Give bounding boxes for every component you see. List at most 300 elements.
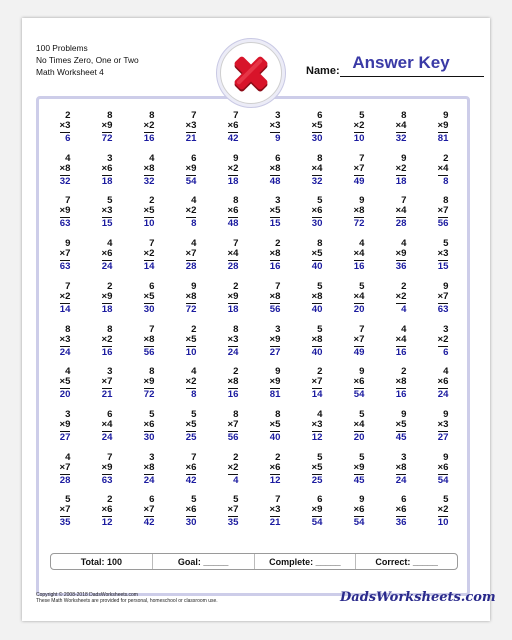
multiplicand: 7 [233, 238, 239, 250]
answer: 32 [311, 175, 323, 187]
multiplier: ×9 [59, 205, 71, 217]
multiplicand: 5 [65, 494, 71, 506]
problem-72 [86, 410, 128, 453]
problem-body [186, 453, 197, 486]
problem-18 [338, 154, 380, 197]
multiplier: ×3 [311, 418, 323, 430]
problem-87 [296, 453, 338, 496]
answer: 45 [395, 431, 407, 443]
multiplier: ×7 [227, 504, 239, 516]
answer: 36 [395, 517, 407, 529]
answer: 10 [185, 346, 197, 358]
multiplier: ×3 [227, 333, 239, 345]
multiplicand: 7 [359, 323, 365, 335]
problem-98 [338, 495, 380, 538]
multiplicand: 2 [233, 280, 239, 292]
answer: 54 [353, 389, 365, 401]
multiplier: ×4 [311, 162, 323, 174]
multiplier: ×8 [59, 162, 71, 174]
multiplicand: 2 [401, 366, 407, 378]
answer: 14 [311, 389, 323, 401]
problem-body [438, 367, 449, 400]
answer: 14 [143, 261, 155, 273]
multiplier: ×8 [269, 162, 281, 174]
brand-logo-text: DadsWorksheets.com [340, 590, 496, 605]
problem-69 [380, 367, 422, 410]
multiplicand: 6 [149, 494, 155, 506]
multiplier: ×9 [353, 461, 365, 473]
answer: 72 [101, 133, 113, 144]
problem-9 [380, 111, 422, 154]
problem-body [228, 239, 239, 272]
problem-93 [128, 495, 170, 538]
multiplier: ×8 [395, 376, 407, 388]
logo-badge [220, 42, 282, 104]
problem-90 [422, 453, 464, 496]
multiplier: ×6 [311, 205, 323, 217]
answer: 28 [185, 261, 197, 273]
answer: 32 [395, 133, 407, 144]
multiplier: ×8 [143, 461, 155, 473]
answer: 63 [437, 303, 449, 315]
problem-67 [296, 367, 338, 410]
problem-body [144, 325, 155, 358]
problem-36 [254, 239, 296, 282]
multiplier: ×5 [143, 205, 155, 217]
problem-body [102, 154, 113, 187]
problem-32 [86, 239, 128, 282]
problem-body [396, 282, 407, 315]
multiplier: ×2 [227, 162, 239, 174]
multiplicand: 5 [317, 451, 323, 463]
problem-body [312, 282, 323, 315]
problem-body [354, 325, 365, 358]
multiplier: ×5 [269, 418, 281, 430]
multiplier: ×6 [185, 504, 197, 516]
correct-cell: Correct: _____ [375, 556, 438, 567]
multiplicand: 7 [65, 280, 71, 292]
multiplicand: 4 [107, 238, 113, 250]
multiplier: ×7 [227, 418, 239, 430]
answer: 18 [101, 175, 113, 187]
problem-body [228, 325, 239, 358]
multiplicand: 3 [401, 451, 407, 463]
multiplicand: 4 [443, 366, 449, 378]
multiplicand: 2 [233, 366, 239, 378]
multiplier: ×5 [59, 376, 71, 388]
problem-body [102, 111, 113, 144]
answer: 30 [185, 517, 197, 529]
multiplier: ×9 [143, 376, 155, 388]
answer: 27 [437, 431, 449, 443]
problem-100 [422, 495, 464, 538]
multiplier: ×2 [437, 333, 449, 345]
multiplicand: 5 [149, 408, 155, 420]
answer: 42 [227, 133, 239, 144]
multiplicand: 3 [275, 110, 281, 121]
multiplicand: 7 [275, 280, 281, 292]
problem-body [186, 495, 197, 528]
problem-body [354, 367, 365, 400]
problem-body [144, 367, 155, 400]
answer: 15 [101, 218, 113, 230]
multiplier: ×9 [311, 504, 323, 516]
multiplicand: 9 [443, 408, 449, 420]
problem-body [60, 154, 71, 187]
multiplicand: 8 [149, 110, 155, 121]
multiplicand: 6 [149, 280, 155, 292]
answer: 40 [311, 346, 323, 358]
problem-body [144, 282, 155, 315]
multiplier: ×2 [227, 461, 239, 473]
problem-body [270, 410, 281, 443]
problem-99 [380, 495, 422, 538]
problem-53 [128, 325, 170, 368]
multiplier: ×4 [395, 205, 407, 217]
answer: 18 [227, 303, 239, 315]
problem-body [102, 453, 113, 486]
problem-21 [44, 196, 86, 239]
problem-27 [296, 196, 338, 239]
problem-82 [86, 453, 128, 496]
multiplier: ×2 [185, 376, 197, 388]
answer: 32 [59, 175, 71, 187]
multiplier: ×9 [101, 461, 113, 473]
multiplicand: 4 [401, 238, 407, 250]
answer: 24 [395, 474, 407, 486]
multiplicand: 8 [107, 323, 113, 335]
problem-body [270, 111, 281, 144]
problem-65 [212, 367, 254, 410]
problem-30 [422, 196, 464, 239]
multiplier: ×2 [353, 120, 365, 131]
problem-64 [170, 367, 212, 410]
multiplicand: 9 [359, 366, 365, 378]
answer: 10 [143, 218, 155, 230]
multiplier: ×3 [437, 248, 449, 260]
problem-body [312, 453, 323, 486]
answer: 20 [353, 303, 365, 315]
copyright-notice [36, 592, 218, 604]
multiplier: ×8 [311, 333, 323, 345]
multiplicand: 5 [233, 494, 239, 506]
multiplier: ×9 [227, 290, 239, 302]
answer: 35 [227, 517, 239, 529]
problem-body [60, 410, 71, 443]
multiplicand: 5 [317, 323, 323, 335]
problem-76 [254, 410, 296, 453]
problem-39 [380, 239, 422, 282]
worksheet-page [22, 18, 496, 621]
multiplicand: 9 [65, 238, 71, 250]
multiplier: ×7 [101, 376, 113, 388]
answer: 10 [353, 133, 365, 144]
multiplicand: 7 [359, 152, 365, 164]
multiplicand: 5 [191, 494, 197, 506]
multiplier: ×4 [353, 418, 365, 430]
multiplicand: 6 [401, 494, 407, 506]
multiplier: ×7 [353, 333, 365, 345]
multiplier: ×8 [227, 376, 239, 388]
multiplier: ×6 [395, 504, 407, 516]
header-line-3: Math Worksheet 4 [36, 67, 104, 77]
problem-body [144, 154, 155, 187]
problem-body [144, 239, 155, 272]
problem-31 [44, 239, 86, 282]
problem-15 [212, 154, 254, 197]
multiplicand: 6 [191, 152, 197, 164]
problem-body [270, 367, 281, 400]
problem-63 [128, 367, 170, 410]
answer: 16 [269, 261, 281, 273]
problem-68 [338, 367, 380, 410]
multiplier: ×6 [269, 461, 281, 473]
answer: 35 [59, 517, 71, 529]
answer: 24 [101, 261, 113, 273]
answer: 25 [185, 431, 197, 443]
multiplicand: 5 [317, 280, 323, 292]
problem-26 [254, 196, 296, 239]
problem-body [396, 453, 407, 486]
problem-22 [86, 196, 128, 239]
answer: 63 [59, 261, 71, 273]
multiplicand: 9 [233, 152, 239, 164]
problem-body [438, 325, 449, 358]
answer: 36 [395, 261, 407, 273]
multiplicand: 3 [107, 366, 113, 378]
multiplier: ×7 [185, 248, 197, 260]
problem-body [438, 239, 449, 272]
problem-body [438, 410, 449, 443]
multiplier: ×7 [143, 504, 155, 516]
multiplicand: 5 [359, 280, 365, 292]
multiplier: ×6 [101, 248, 113, 260]
problem-89 [380, 453, 422, 496]
answer: 30 [311, 133, 323, 144]
multiplicand: 7 [191, 110, 197, 121]
answer: 45 [353, 474, 365, 486]
multiplicand: 4 [65, 451, 71, 463]
problem-body [60, 453, 71, 486]
multiplicand: 4 [191, 195, 197, 207]
header-line-1: 100 Problems [36, 43, 88, 53]
multiplicand: 4 [317, 408, 323, 420]
problem-37 [296, 239, 338, 282]
problem-body [186, 239, 197, 272]
multiplier: ×9 [269, 333, 281, 345]
problem-85 [212, 453, 254, 496]
problem-body [396, 325, 407, 358]
multiplicand: 2 [149, 195, 155, 207]
answer: 42 [185, 474, 197, 486]
multiplicand: 7 [107, 451, 113, 463]
problem-1 [44, 111, 86, 154]
answer: 21 [269, 517, 281, 529]
answer: 54 [437, 474, 449, 486]
multiplier: ×2 [143, 248, 155, 260]
copyright-line-2: These Math Worksheets are provided for personal, homeschool or classroom use. [36, 598, 218, 604]
problem-body [186, 325, 197, 358]
problem-body [438, 495, 449, 528]
multiplier: ×5 [185, 418, 197, 430]
multiplicand: 9 [359, 494, 365, 506]
multiplier: ×8 [269, 290, 281, 302]
problem-96 [254, 495, 296, 538]
problem-body [144, 111, 155, 144]
multiplier: ×3 [101, 205, 113, 217]
multiplier: ×5 [143, 290, 155, 302]
multiplicand: 7 [275, 494, 281, 506]
multiplicand: 5 [317, 195, 323, 207]
problem-33 [128, 239, 170, 282]
problem-13 [128, 154, 170, 197]
multiplier: ×2 [437, 504, 449, 516]
multiplier: ×4 [437, 162, 449, 174]
answer: 24 [59, 346, 71, 358]
problem-body [186, 196, 197, 229]
answer: 16 [101, 346, 113, 358]
answer: 16 [143, 133, 155, 144]
problem-body [354, 282, 365, 315]
problem-body [228, 282, 239, 315]
problem-body [396, 154, 407, 187]
problem-body [270, 282, 281, 315]
answer: 8 [191, 389, 197, 401]
multiplier: ×8 [353, 205, 365, 217]
problem-body [228, 111, 239, 144]
problem-92 [86, 495, 128, 538]
answer: 10 [437, 517, 449, 529]
answer: 54 [353, 517, 365, 529]
answer: 63 [59, 218, 71, 230]
answer: 18 [395, 175, 407, 187]
multiplicand: 6 [275, 152, 281, 164]
problem-body [312, 111, 323, 144]
multiplicand: 3 [149, 451, 155, 463]
problem-10 [422, 111, 464, 154]
multiplier: ×9 [59, 418, 71, 430]
multiplier: ×4 [353, 290, 365, 302]
answer: 20 [59, 389, 71, 401]
multiplier: ×2 [395, 162, 407, 174]
name-label: Name: [306, 65, 340, 77]
answer: 63 [101, 474, 113, 486]
multiplier: ×2 [185, 205, 197, 217]
problem-body [354, 111, 365, 144]
problem-73 [128, 410, 170, 453]
multiplicand: 6 [317, 110, 323, 121]
multiplicand: 2 [275, 238, 281, 250]
answer: 18 [227, 175, 239, 187]
multiplier: ×8 [311, 290, 323, 302]
answer: 48 [227, 218, 239, 230]
multiplicand: 8 [317, 238, 323, 250]
multiplicand: 9 [443, 280, 449, 292]
problem-35 [212, 239, 254, 282]
answer: 4 [233, 474, 239, 486]
answer: 56 [269, 303, 281, 315]
multiplier: ×6 [353, 504, 365, 516]
multiplicand: 4 [401, 323, 407, 335]
problem-47 [296, 282, 338, 325]
problem-19 [380, 154, 422, 197]
multiplicand: 8 [233, 408, 239, 420]
answer: 8 [191, 218, 197, 230]
multiplicand: 2 [191, 323, 197, 335]
problem-11 [44, 154, 86, 197]
multiplier: ×3 [59, 333, 71, 345]
multiplier: ×9 [395, 248, 407, 260]
problem-49 [380, 282, 422, 325]
total-cell: Total: 100 [51, 554, 153, 569]
answer: 40 [311, 303, 323, 315]
multiplicand: 8 [275, 408, 281, 420]
problem-94 [170, 495, 212, 538]
problem-14 [170, 154, 212, 197]
problem-body [270, 325, 281, 358]
answer: 12 [269, 474, 281, 486]
multiplicand: 5 [191, 408, 197, 420]
problem-81 [44, 453, 86, 496]
answer: 27 [59, 431, 71, 443]
problem-body [354, 410, 365, 443]
answer: 16 [395, 346, 407, 358]
answer: 30 [311, 218, 323, 230]
answer: 14 [59, 303, 71, 315]
multiplicand: 2 [107, 280, 113, 292]
problem-body [228, 495, 239, 528]
problem-body [312, 154, 323, 187]
multiplier: ×7 [59, 461, 71, 473]
multiplier: ×9 [101, 120, 113, 131]
multiplier: ×6 [227, 120, 239, 131]
answer: 12 [311, 431, 323, 443]
problem-61 [44, 367, 86, 410]
multiplicand: 9 [443, 451, 449, 463]
problem-51 [44, 325, 86, 368]
problem-body [312, 239, 323, 272]
problem-24 [170, 196, 212, 239]
multiplicand: 6 [317, 494, 323, 506]
multiplicand: 9 [401, 152, 407, 164]
answer: 24 [101, 431, 113, 443]
multiplicand: 2 [107, 494, 113, 506]
header-line-2: No Times Zero, One or Two [36, 55, 139, 65]
multiplicand: 7 [401, 195, 407, 207]
multiplier: ×6 [353, 376, 365, 388]
answer: 40 [269, 431, 281, 443]
multiplier: ×6 [143, 418, 155, 430]
answer: 72 [143, 389, 155, 401]
multiplicand: 4 [359, 238, 365, 250]
multiplicand: 4 [191, 366, 197, 378]
problem-body [438, 196, 449, 229]
problem-body [60, 111, 71, 144]
problem-74 [170, 410, 212, 453]
problem-38 [338, 239, 380, 282]
problem-body [102, 495, 113, 528]
multiplier: ×2 [395, 290, 407, 302]
multiplier: ×3 [437, 418, 449, 430]
problem-body [396, 196, 407, 229]
answer: 54 [185, 175, 197, 187]
problem-50 [422, 282, 464, 325]
multiplier: ×5 [311, 248, 323, 260]
problem-12 [86, 154, 128, 197]
problem-body [186, 410, 197, 443]
multiplier: ×9 [437, 120, 449, 131]
problem-20 [422, 154, 464, 197]
